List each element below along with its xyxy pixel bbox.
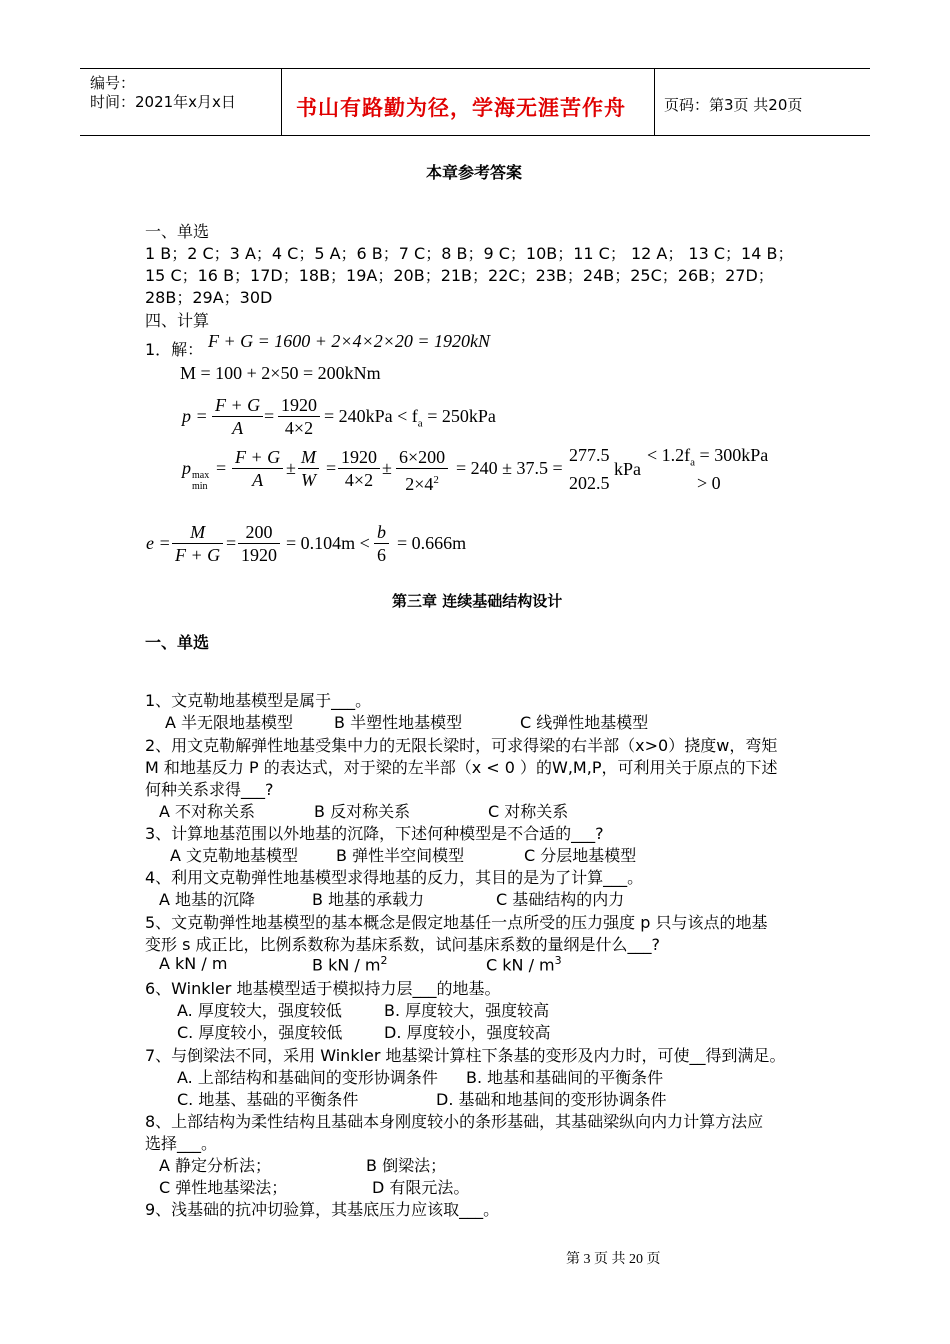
formula-p-lhs: p = bbox=[182, 406, 208, 426]
header-motto: 书山有路勤为径，学海无涯苦作舟 bbox=[296, 96, 626, 120]
frac-b-over-6: $\frac{b}{6}$ bbox=[374, 521, 389, 566]
question-6: 6、Winkler 地基模型适于模拟持力层___的地基。 bbox=[145, 979, 501, 998]
serial-label: 编号： bbox=[90, 74, 136, 92]
q2-option-c: C 对称关系 bbox=[488, 802, 569, 821]
q7-option-d: D. 基础和地基间的变形协调条件 bbox=[436, 1090, 667, 1109]
question-7: 7、与倒梁法不同，采用 Winkler 地基梁计算柱下条基的变形及内力时，可使__得到满足。 bbox=[145, 1046, 786, 1065]
solve-label: 1．解： bbox=[145, 340, 204, 359]
q7-option-b: B. 地基和基础间的平衡条件 bbox=[466, 1068, 664, 1087]
question-2-line-2: M 和地基反力 P 的表达式，对于梁的左半部（x < 0 ）的W,M,P，可利用关于原点的下述 bbox=[145, 758, 778, 777]
frac-fg-over-a: $\frac{F + G}{A}$ bbox=[212, 394, 263, 439]
question-9: 9、浅基础的抗冲切验算，其基底压力应该取___。 bbox=[145, 1200, 500, 1219]
header-top-border bbox=[80, 68, 870, 69]
eq-sign-4: = bbox=[226, 533, 237, 553]
q4-option-a: A 地基的沉降 bbox=[159, 890, 256, 909]
question-5-line-2: 变形 s 成正比，比例系数称为基床系数，试问基床系数的量纲是什么___? bbox=[145, 935, 661, 954]
q4-option-c: C 基础结构的内力 bbox=[496, 890, 625, 909]
q7-option-c: C. 地基、基础的平衡条件 bbox=[177, 1090, 359, 1109]
answer-line-1: 1 B；2 C；3 A；4 C；5 A；6 B；7 C；8 B；9 C；10B；11 C； 12 A； 13 C；14 B； bbox=[145, 244, 794, 263]
section-calculation: 四、计算 bbox=[145, 311, 210, 330]
formula-pmax-mid: = 240 ± 37.5 = bbox=[456, 458, 563, 478]
frac-1920-over-8: $\frac{1920}{4\times 2}$ bbox=[278, 394, 320, 439]
q5-option-c: C kN / $m^3$ bbox=[486, 954, 562, 975]
frac-200-over-1920: $\frac{200}{1920}$ bbox=[238, 521, 280, 566]
frac-m-over-fg: $\frac{M}{F + G}$ bbox=[172, 521, 223, 566]
page-info: 页码：第3页 共20页 bbox=[664, 96, 803, 114]
frac-1920-over-8-2: $\frac{1920}{4\times 2}$ bbox=[338, 446, 380, 491]
q3-option-b: B 弹性半空间模型 bbox=[336, 846, 465, 865]
date-label: 时间：2021年x月x日 bbox=[90, 93, 236, 111]
frac-fg-over-a-2: $\frac{F + G}{A}$ bbox=[232, 446, 283, 491]
question-8-line-2: 选择___。 bbox=[145, 1134, 218, 1153]
pressure-unit: kPa bbox=[614, 459, 641, 479]
header-bottom-border bbox=[80, 135, 870, 136]
chapter-title: 第三章 连续基础结构设计 bbox=[392, 592, 563, 610]
q6-option-d: D. 厚度较小，强度较高 bbox=[384, 1023, 551, 1042]
pmax-condition: < $1.2f_a = 300kPa$ bbox=[647, 445, 769, 469]
formula-e-lhs: e = bbox=[146, 533, 171, 553]
q8-option-c: C 弹性地基梁法； bbox=[159, 1178, 288, 1197]
question-2-line-1: 2、用文克勒解弹性地基受集中力的无限长梁时，可求得梁的右半部（x>0）挠度w，弯矩 bbox=[145, 736, 778, 755]
q6-option-c: C. 厚度较小，强度较低 bbox=[177, 1023, 343, 1042]
question-2-line-3: 何种关系求得___? bbox=[145, 780, 274, 799]
q6-option-a: A. 厚度较大，强度较低 bbox=[177, 1001, 342, 1020]
answer-line-2: 15 C；16 B；17D；18B；19A；20B；21B；22C；23B；24B；25C；26B；27D； bbox=[145, 266, 774, 285]
pmax-sub: max min bbox=[192, 470, 210, 492]
formula-e-mid: = 0.104m < bbox=[286, 533, 370, 553]
q3-option-c: C 分层地基模型 bbox=[524, 846, 637, 865]
page-footer: 第 3 页 共 20 页 bbox=[566, 1252, 661, 1267]
plusminus-1: ± bbox=[286, 458, 296, 478]
pmax-value: 277.5 bbox=[569, 445, 610, 465]
frac-1200-over-32: $\frac{6\times 200}{2\times 4^2}$ bbox=[396, 446, 448, 495]
answer-line-3: 28B；29A；30D bbox=[145, 288, 273, 307]
section-single-choice: 一、单选 bbox=[145, 222, 210, 241]
question-3: 3、计算地基范围以外地基的沉降，下述何种模型是不合适的___? bbox=[145, 824, 604, 843]
eq-sign: = bbox=[264, 406, 275, 426]
q8-option-b: B 倒梁法； bbox=[366, 1156, 447, 1175]
q3-option-a: A 文克勒地基模型 bbox=[170, 846, 299, 865]
q6-option-b: B. 厚度较大，强度较高 bbox=[384, 1001, 550, 1020]
q8-option-d: D 有限元法。 bbox=[372, 1178, 470, 1197]
answers-title: 本章参考答案 bbox=[426, 163, 523, 182]
q7-option-a: A. 上部结构和基础间的变形协调条件 bbox=[177, 1068, 438, 1087]
pmin-value: 202.5 bbox=[569, 473, 610, 493]
question-5-line-1: 5、文克勒弹性地基模型的基本概念是假定地基任一点所受的压力强度 p 只与该点的地基 bbox=[145, 913, 768, 932]
q5-option-b: B kN / $m^2$ bbox=[312, 954, 388, 975]
formula-p-result: = $240kPa < f_a = 250kPa$ bbox=[324, 406, 496, 430]
q2-option-a: A 不对称关系 bbox=[159, 802, 256, 821]
formula-moment: M = 100 + 2×50 = 200kNm bbox=[180, 363, 381, 383]
header-divider-2 bbox=[654, 68, 655, 135]
eq-sign-2: = bbox=[216, 458, 227, 478]
q2-option-b: B 反对称关系 bbox=[314, 802, 411, 821]
question-4: 4、利用文克勒弹性地基模型求得地基的反力，其目的是为了计算___。 bbox=[145, 868, 644, 887]
q5-option-a: A kN / m bbox=[159, 954, 228, 973]
pmin-condition: > 0 bbox=[697, 473, 721, 493]
header-divider-1 bbox=[281, 68, 282, 135]
formula-e-end: = 0.666m bbox=[397, 533, 467, 553]
q4-option-b: B 地基的承载力 bbox=[312, 890, 425, 909]
q1-option-a: A 半无限地基模型 bbox=[165, 713, 294, 732]
chapter-section: 一、单选 bbox=[145, 633, 210, 652]
eq-sign-3: = bbox=[326, 458, 337, 478]
q8-option-a: A 静定分析法； bbox=[159, 1156, 272, 1175]
plusminus-2: ± bbox=[382, 458, 392, 478]
frac-m-over-w: $\frac{M}{W}$ bbox=[298, 446, 319, 491]
formula-pmax-lhs: p bbox=[182, 458, 191, 478]
formula-f-plus-g: F + G = 1600 + 2×4×2×20 = 1920kN bbox=[208, 331, 491, 351]
question-1: 1、文克勒地基模型是属于___。 bbox=[145, 691, 372, 710]
q1-option-c: C 线弹性地基模型 bbox=[520, 713, 649, 732]
question-8-line-1: 8、上部结构为柔性结构且基础本身刚度较小的条形基础，其基础梁纵向内力计算方法应 bbox=[145, 1112, 764, 1131]
q1-option-b: B 半塑性地基模型 bbox=[334, 713, 463, 732]
